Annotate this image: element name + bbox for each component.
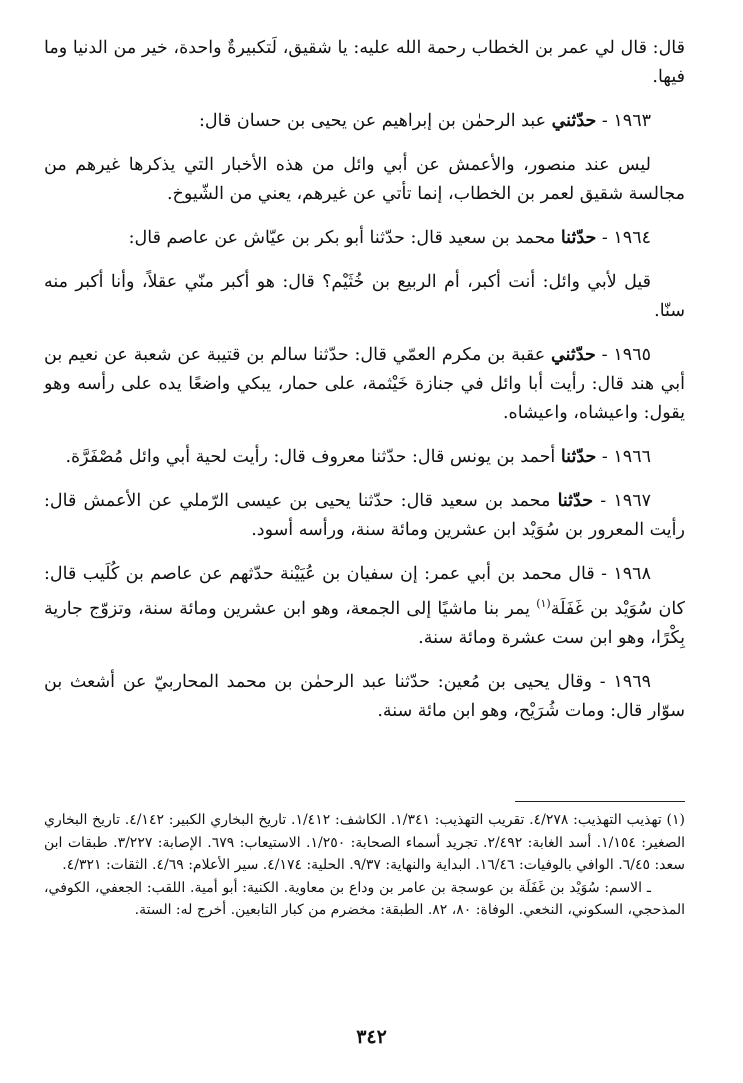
paragraph-3 [44,151,685,209]
narration-1965 [44,341,685,428]
narration-keyword: حدّثنا [557,491,594,511]
narration-text-cont: يمر بنا ماشيًا إلى الجمعة، وهو ابن عشرين ومائة سنة، وتزوّج جارية بِكْرًا، وهو ابن ست عشرة ومائة سنة. [44,598,685,648]
narration-number: ١٩٦٧ - [593,491,651,511]
narration-1968 [44,560,685,653]
narration-number: ١٩٦٤ - [596,228,651,248]
main-text [44,34,685,741]
narration-keyword: حدّثني [551,111,597,131]
narration-text: أحمد بن يونس قال: حدّثنا معروف قال: رأيت لحية أبي وائل مُصْفَرَّة. [65,447,561,467]
narration-text: محمد بن سعيد قال: حدّثنا يحيى بن عيسى الرّملي عن الأعمش قال: رأيت المعرور بن سُوَيْد ابن عشرين ومائة سنة، ورأسه أسود. [44,491,685,540]
narration-number: ١٩٦٩ - [592,671,651,692]
footnote-1-detail: ـ الاسم: سُوَيْد بن غَفَلَة بن عوسجة بن عامر بن وداع بن معاوية. الكنية: أبو أمية. اللقب: الجعفي، الكوفي، المذحجي، السكوني، النخعي. الوفاة: ٨٠، ٨٢. الطبقة: مخضرم من كبار التابعين. أخرج له: الستة. [44,879,685,918]
narration-text: عقبة بن مكرم العمّي قال: حدّثنا سالم بن قتيبة عن شعبة عن نعيم بن أبي هند قال: رأيت أبا وائل في جنازة خَيْثمة، على حمار، يبكي واضعًا يده على رأسه وهو يقول: واعيشاه، واعيشاه. [44,345,685,423]
footnote-1: (١) تهذيب التهذيب: ٤/٢٧٨. تقريب التهذيب: ١/٣٤١. الكاشف: ١/٤١٢. تاريخ البخاري الكبير: ٤/١٤٢. تاريخ البخاري الصغير: ١/١٥٤. أسد الغابة: ٢/٤٩٢. تجريد أسماء الصحابة: ١/٢٥٠. الاستيعاب: ٦٧٩. الإصابة: ٣/٢٢٧. طبقات ابن سعد: ٦/٤٥. الوافي بالوفيات: ١٦/٤٦. البداية والنهاية: ٩/٣٧. الحلية: ٤/١٧٤. سير الأعلام: ٤/٦٩. الثقات: ٤/٣٢١. [44,812,685,873]
footnote-divider [515,801,685,802]
paragraph-5 [44,268,685,326]
footnotes [44,809,685,922]
narration-number: ١٩٦٣ - [596,111,651,131]
footnote-ref[interactable]: (١) [536,597,551,610]
narration-number: ١٩٦٦ - [596,447,651,467]
narration-1967 [44,487,685,545]
narration-text: قال محمد بن أبي عمر: إن سفيان بن عُيَيْنة حدّثهم عن عاصم بن كُلَيب قال: كان سُوَيْد بن غَفَلَة [44,564,685,619]
narration-number: ١٩٦٨ - [594,564,651,584]
narration-text: وقال يحيى بن مُعين: حدّثنا عبد الرحمٰن بن محمد المحاربيّ عن أشعث بن سوّار قال: ومات شُرَيْح، وهو ابن مائة سنة. [44,671,685,721]
narration-number: ١٩٦٥ - [595,345,651,365]
narration-text: محمد بن سعيد قال: حدّثنا أبو بكر بن عيّاش عن عاصم قال: [128,228,561,248]
narration-keyword: حدّثنا [560,228,597,248]
narration-1963 [44,107,685,136]
narration-keyword: حدّثني [551,345,596,365]
narration-keyword: حدّثنا [560,447,597,467]
narration-text: عبد الرحمٰن بن إبراهيم عن يحيى بن حسان قال: [199,111,552,131]
paragraph-1 [44,34,685,92]
narration-1966 [44,443,685,472]
narration-1969 [44,668,685,726]
narration-1964 [44,224,685,253]
paragraph-text: قال: قال لي عمر بن الخطاب رحمة الله عليه: يا شقيق، لَتكبيرةٌ واحدة، خير من الدنيا وما فيها. [44,38,685,87]
paragraph-text: ليس عند منصور، والأعمش عن أبي وائل من هذه الأخبار التي يذكرها غيرهم من مجالسة شقيق لعمر بن الخطاب، إنما تأتي عن غيرهم، يعني من الشّيوخ. [44,155,685,204]
page-number: ٣٤٢ [356,1026,387,1048]
paragraph-text: قيل لأبي وائل: أنت أكبر، أم الربيع بن خُثَيْم؟ قال: هو أكبر منّي عقلاً، وأنا أكبر منه سنّا. [44,272,685,321]
